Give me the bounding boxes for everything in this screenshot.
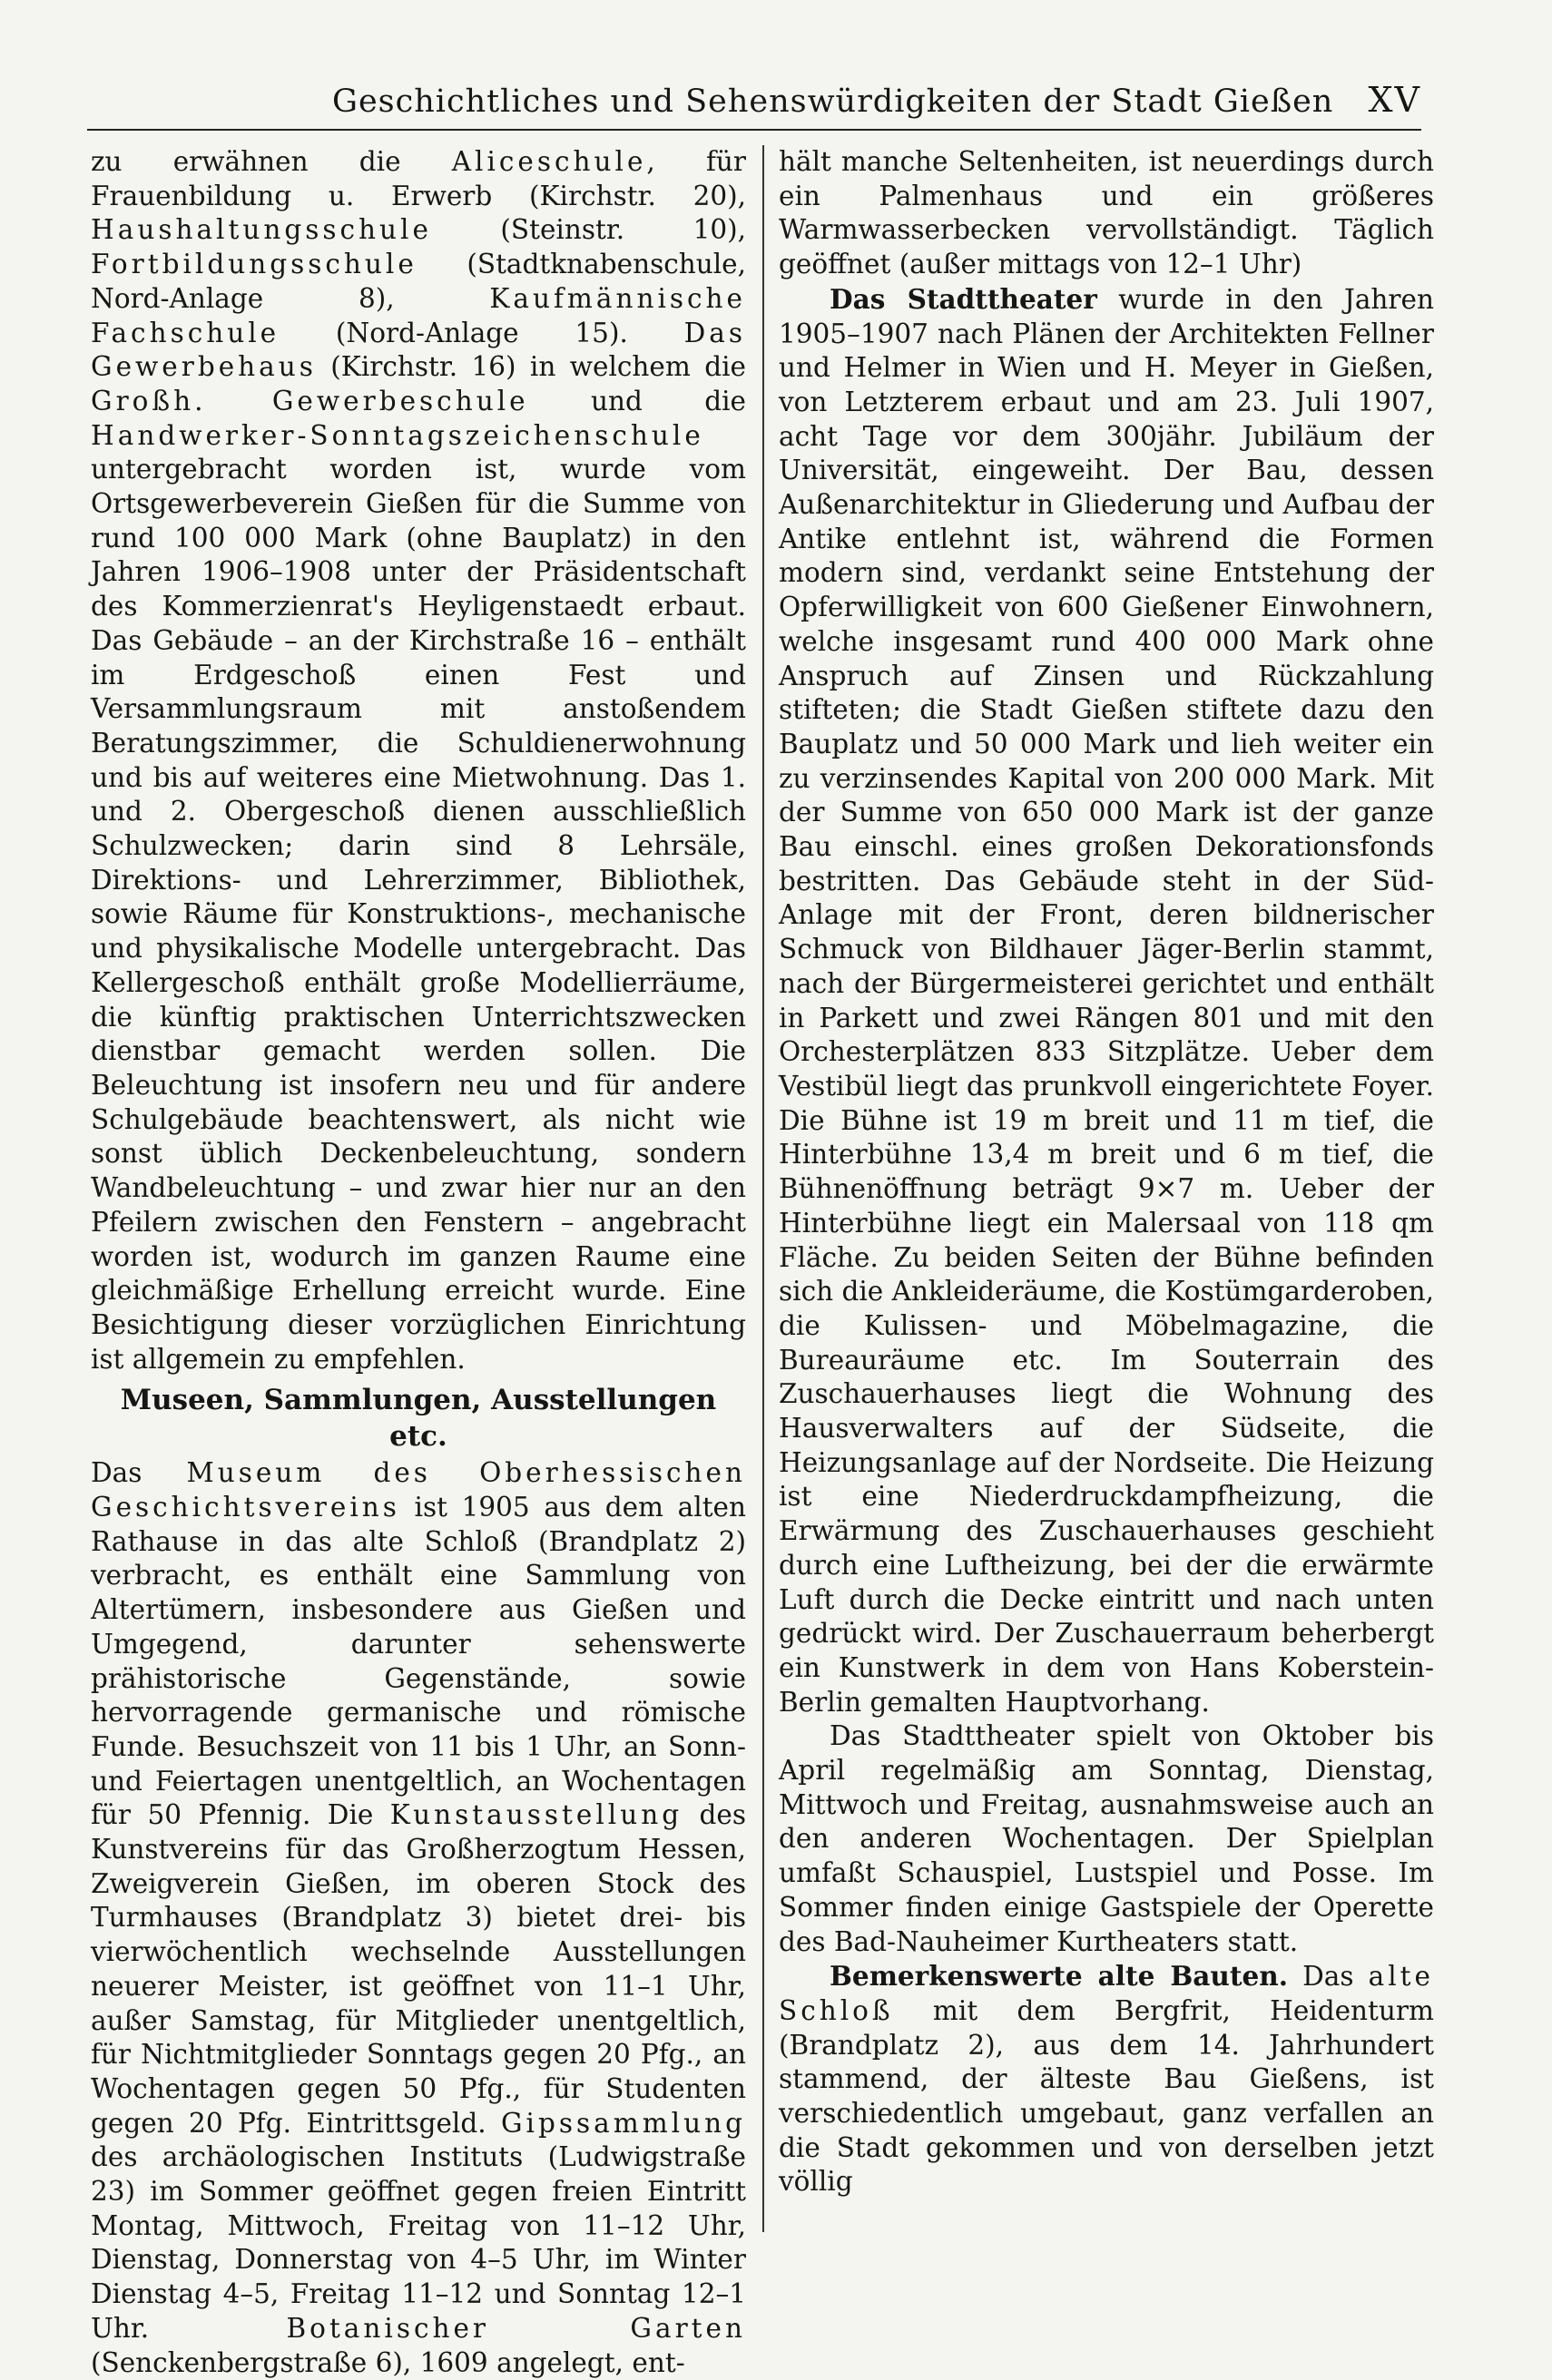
term-altes-schloss: alte Schloß (779, 1961, 1434, 2026)
run-in-old-buildings: Bemerkenswerte alte Bauten. (830, 1960, 1288, 1993)
paragraph-museums: Das Museum des Oberhessischen Geschichtsvereins ist 1905 aus dem alten Rathause in das alte Schloß (Brandplatz 2) verbracht, es enthält eine Sammlung von Altertümern, insbesondere aus Gießen und Umgegend, darunter sehenswerte prähistorische Gegenstände, sowie hervorragende germanische und römische Funde. Besuchszeit von 11 bis 1 Uhr, an Sonn- und Feiertagen unentgeltlich, an Wochentagen für 50 Pfennig. Die Kunstausstellung des Kunstvereins für das Großherzogtum Hessen, Zweigverein Gießen, im oberen Stock des Turmhauses (Brandplatz 3) bietet drei- bis vierwöchentlich wechselnde Ausstellungen neuerer Meister, ist geöffnet von 11–1 Uhr, außer Samstag, für Mitglieder unentgeltlich, für Nichtmitglieder Sonntags gegen 20 Pfg., an Wochentagen gegen 50 Pfg., für Studenten gegen 20 Pfg. Eintrittsgeld. Gipssammlung des archäologischen Instituts (Ludwigstraße 23) im Sommer geöffnet gegen freien Eintritt Montag, Mittwoch, Freitag von 11–12 Uhr, Dienstag, Donnerstag von 4–5 Uhr, im Winter Dienstag 4–5, Freitag 11–12 und Sonntag 12–1 Uhr. Botanischer Garten (Senckenbergstraße 6), 1609 angelegt, ent- (91, 1457, 747, 2378)
page-number: XV (1368, 80, 1421, 120)
term-gewerbehaus: Das Gewerbehaus (91, 317, 746, 383)
column-divider (762, 145, 764, 2232)
header-rule (87, 129, 1421, 131)
left-column (91, 145, 747, 2378)
term-museum: Museum des Oberhessischen Geschichtsvereins (91, 1457, 746, 1523)
term-gewerbeschule: Großh. Gewerbeschule (91, 385, 529, 416)
running-title: Geschichtliches und Sehenswürdigkeiten der Stadt Gießen (332, 83, 1334, 120)
term-haushaltungsschule: Haushaltungsschule (91, 214, 432, 246)
term-kaufmaennische-fachschule: Kaufmännische Fachschule (91, 282, 746, 348)
running-header (87, 73, 1421, 136)
term-kunstausstellung: Kunstausstellung (389, 1799, 683, 1831)
term-aliceschule: Aliceschule (451, 146, 647, 177)
paragraph-schools-gewerbehaus: zu erwähnen die Aliceschule, für Frauenbildung u. Erwerb (Kirchstr. 20), Haushaltungsschule (Steinstr. 10), Fortbildungsschule (Stadtknabenschule, Nord-Anlage 8), Kaufmännische Fachschule (Nord-Anlage 15). Das Gewerbehaus (Kirchstr. 16) in welchem die Großh. Gewerbeschule und die Handwerker-Sonntagszeichenschule untergebracht worden ist, wurde vom Ortsgewerbeverein Gießen für die Summe von rund 100 000 Mark (ohne Bauplatz) in den Jahren 1906–1908 unter der Präsidentschaft des Kommerzienrat's Heyligenstaedt erbaut. Das Gebäude – an der Kirchstraße 16 – enthält im Erdgeschoß einen Fest und Versammlungsraum mit anstoßendem Beratungszimmer, die Schuldienerwohnung und bis auf weiteres eine Mietwohnung. Das 1. und 2. Obergeschoß dienen ausschließlich Schulzwecken; darin sind 8 Lehrsäle, Direktions- und Lehrerzimmer, Bibliothek, sowie Räume für Konstruktions-, mechanische und physikalische Modelle untergebracht. Das Kellergeschoß enthält große Modellierräume, die künftig praktischen Unterrichtszwecken dienstbar gemacht werden sollen. Die Beleuchtung ist insofern neu und für andere Schulgebäude beachtenswert, als nicht wie sonst üblich Deckenbeleuchtung, sondern Wandbeleuchtung – und zwar hier nur an den Pfeilern zwischen den Fenstern – angebracht worden ist, wodurch im ganzen Raume eine gleichmäßige Erhellung erreicht wurde. Eine Besichtigung dieser vorzüglichen Einrichtung ist allgemein zu empfehlen. (91, 146, 746, 1375)
section-heading-museums: Museen, Sammlungen, Ausstellungen etc. (120, 1384, 717, 1454)
term-botanischer-garten: Botanischer Garten (286, 2312, 746, 2344)
paragraph-old-buildings: Bemerkenswerte alte Bauten. Das alte Schloß mit dem Bergfrit, Heidenturm (Brandplatz 2), aus dem 14. Jahrhundert stammend, der älteste Bau Gießens, ist verschiedentlich umgebaut, ganz verfallen an die Stadt gekommen und von derselben jetzt völlig (779, 1960, 1434, 2198)
term-gipssammlung: Gipssammlung (500, 2107, 746, 2139)
paragraph-theater-schedule: Das Stadttheater spielt von Oktober bis April regelmäßig am Sonntag, Dienstag, Mittwoch und Freitag, ausnahmsweise auch an den anderen Wochentagen. Der Spielplan umfaßt Schauspiel, Lustspiel und Posse. Im Sommer finden einige Gastspiele der Operette des Bad-Nauheimer Kurtheaters statt. (779, 1720, 1434, 1957)
paragraph-stadttheater: Das Stadttheater wurde in den Jahren 1905–1907 nach Plänen der Architekten Fellner und Helmer in Wien und H. Meyer in Gießen, von Letzterem erbaut und am 23. Juli 1907, acht Tage vor dem 300jähr. Jubiläum der Universität, eingeweiht. Der Bau, dessen Außenarchitektur in Gliederung und Aufbau der Antike entlehnt ist, während die Formen modern sind, verdankt seine Entstehung der Opferwilligkeit von 600 Gießener Einwohnern, welche insgesamt rund 400 000 Mark ohne Anspruch auf Zinsen und Rückzahlung stifteten; die Stadt Gießen stiftete dazu den Bauplatz und 50 000 Mark und lieh weiter ein zu verzinsendes Kapital von 200 000 Mark. Mit der Summe von 650 000 Mark ist der ganze Bau einschl. eines großen Dekorationsfonds bestritten. Das Gebäude steht in der Süd-Anlage mit der Front, deren bildnerischer Schmuck von Bildhauer Jäger-Berlin stammt, nach der Bürgermeisterei gerichtet und enthält in Parkett und zwei Rängen 801 und mit den Orchesterplätzen 833 Sitzplätze. Ueber dem Vestibül liegt das prunkvoll eingerichtete Foyer. Die Bühne ist 19 m breit und 11 m tief, die Hinterbühne 13,4 m breit und 6 m tief, die Bühnenöffnung beträgt 9×7 m. Ueber der Hinterbühne liegt ein Malersaal von 118 qm Fläche. Zu beiden Seiten der Bühne befinden sich die Ankleideräume, die Kostümgarderoben, die Kulissen- und Möbelmagazine, die Bureauräume etc. Im Souterrain des Zuschauerhauses liegt die Wohnung des Hausverwalters auf der Südseite, die Heizungsanlage auf der Nordseite. Die Heizung ist eine Niederdruckdampfheizung, die Erwärmung des Zuschauerhauses geschieht durch eine Luftheizung, bei der die erwärmte Luft durch die Decke eintritt und nach unten gedrückt wird. Der Zuschauerraum beherbergt ein Kunstwerk in dem von Hans Koberstein-Berlin gemalten Hauptvorhang. (779, 282, 1434, 1718)
term-fortbildungsschule: Fortbildungsschule (91, 249, 417, 280)
term-sonntagszeichenschule: Handwerker-Sonntagszeichenschule (91, 419, 704, 451)
paragraph-garden-continued: hält manche Seltenheiten, ist neuerdings durch ein Palmenhaus und ein größeres Warmwasserbecken vervollständigt. Täglich geöffnet (außer mittags von 12–1 Uhr) (779, 146, 1434, 280)
right-column (779, 145, 1434, 2241)
run-in-stadttheater: Das Stadttheater (830, 282, 1097, 315)
